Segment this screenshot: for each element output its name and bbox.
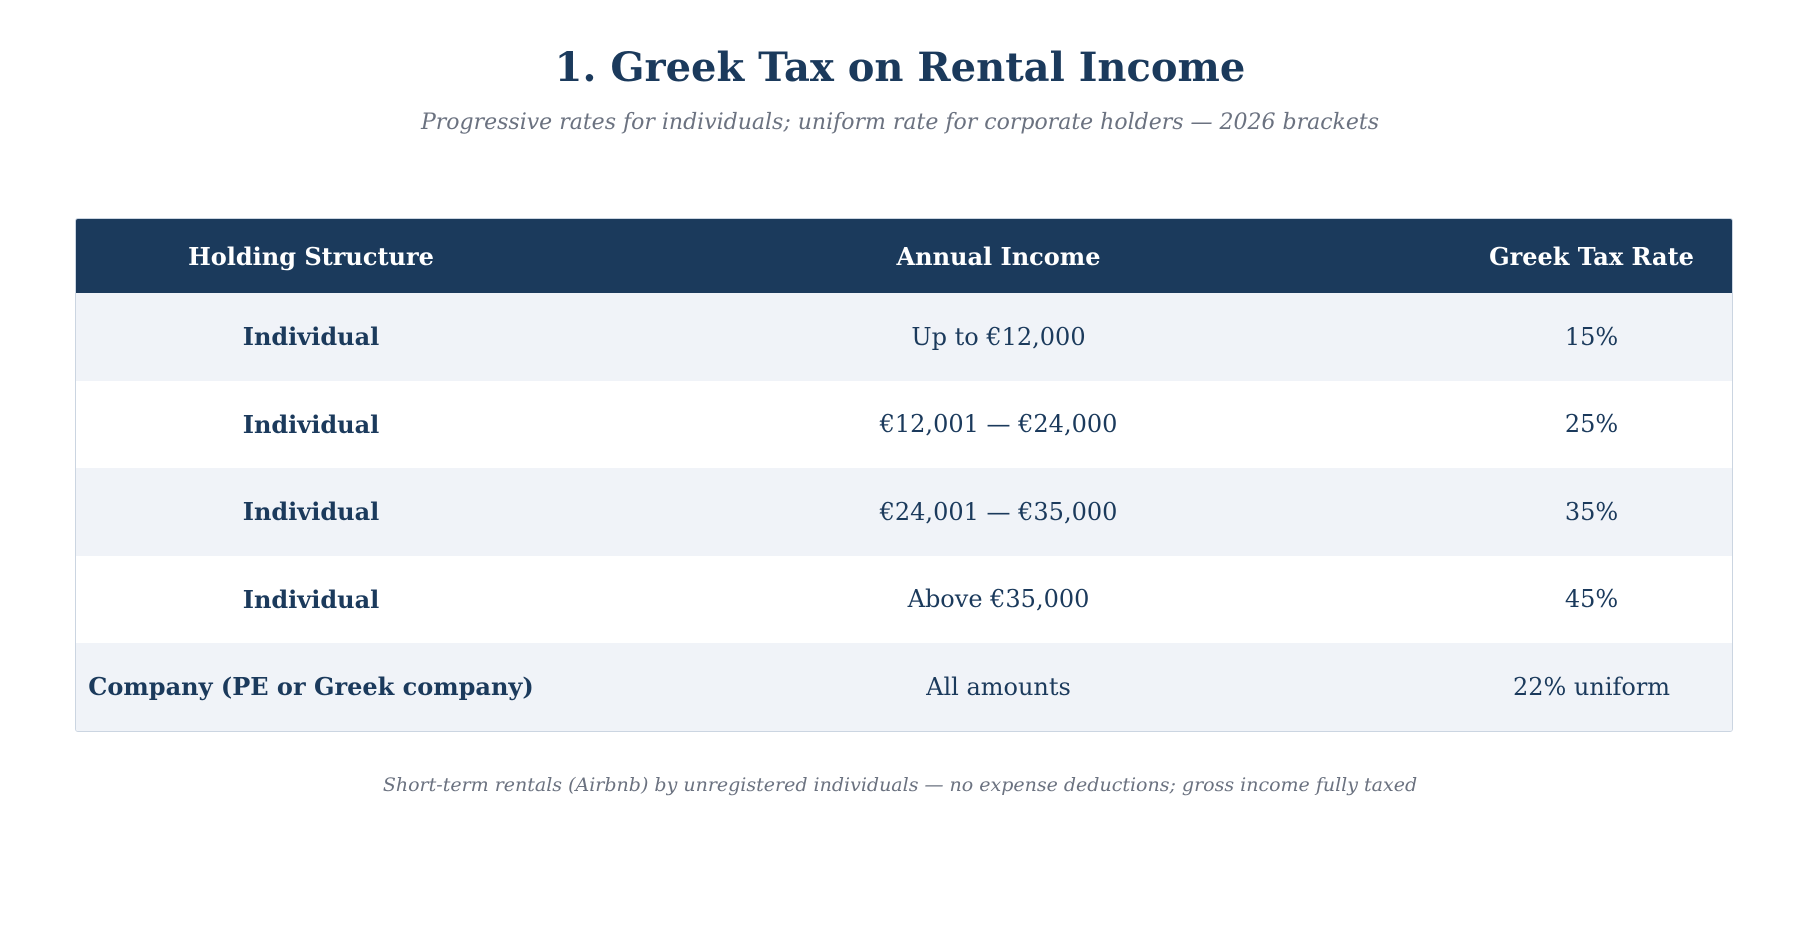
cell-holding-structure: Individual [242, 584, 380, 614]
cell-annual-income: Up to €12,000 [911, 322, 1086, 351]
cell-holding-structure: Individual [242, 322, 380, 352]
cell-holding-structure: Company (PE or Greek company) [88, 672, 534, 702]
cell-tax-rate: 22% uniform [1512, 672, 1671, 701]
table-row [76, 381, 1732, 469]
cell-annual-income: €24,001 — €35,000 [879, 497, 1118, 526]
page-subtitle: Progressive rates for individuals; uniform rate for corporate holders — 2026 brackets [420, 110, 1380, 135]
cell-tax-rate: 15% [1564, 322, 1619, 351]
column-header-holding-structure: Holding Structure [188, 241, 434, 271]
column-header-greek-tax-rate: Greek Tax Rate [1489, 241, 1694, 271]
cell-annual-income: All amounts [926, 672, 1071, 701]
cell-holding-structure: Individual [242, 497, 380, 527]
table-row [76, 468, 1732, 556]
footnote: Short-term rentals (Airbnb) by unregistered individuals — no expense deductions; gross income fully taxed [382, 774, 1418, 796]
tax-rate-table [76, 219, 1732, 731]
tax-table-container [75, 218, 1733, 732]
cell-holding-structure: Individual [242, 409, 380, 439]
table-header [76, 219, 1732, 293]
cell-tax-rate: 35% [1564, 497, 1619, 526]
cell-tax-rate: 25% [1564, 410, 1619, 439]
column-header-annual-income: Annual Income [896, 241, 1101, 271]
table-body [76, 293, 1732, 731]
table-header-row [76, 219, 1732, 293]
table-row [76, 643, 1732, 731]
cell-tax-rate: 45% [1564, 585, 1619, 614]
cell-annual-income: €12,001 — €24,000 [879, 410, 1118, 439]
page-title: 1. Greek Tax on Rental Income [554, 44, 1246, 91]
table-row [76, 556, 1732, 644]
cell-annual-income: Above €35,000 [907, 585, 1090, 614]
table-row [76, 293, 1732, 381]
